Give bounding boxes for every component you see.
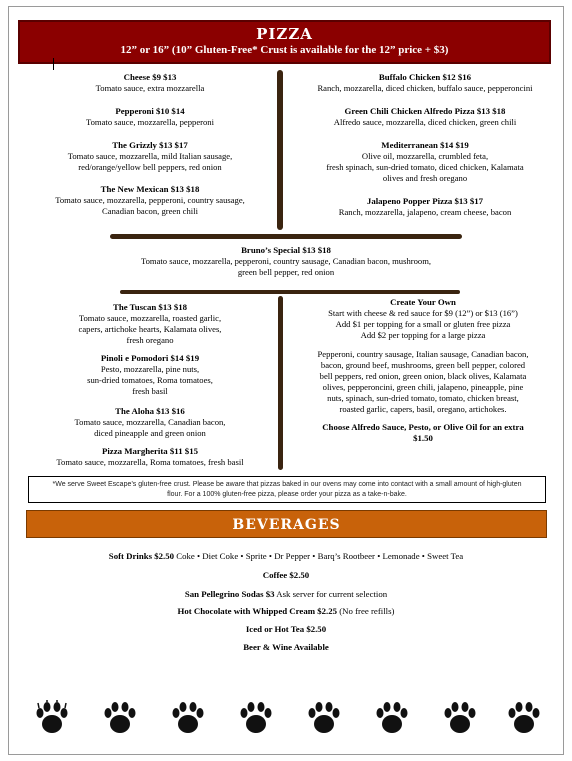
menu-item-grizzly: The Grizzly $13 $17 Tomato sauce, mozzarella, mild Italian sausage, red/orange/yellow bell peppers, red onion <box>67 140 233 172</box>
menu-item-margherita: Pizza Margherita $11 $15 Tomato sauce, mozzarella, Roma tomatoes, fresh basil <box>56 446 244 467</box>
beverage-tea: Iced or Hot Tea $2.50 <box>245 624 327 634</box>
menu-item-jalapeno-popper: Jalapeno Popper Pizza $13 $17 Ranch, mozzarella, jalapeno, cream cheese, bacon <box>338 196 512 217</box>
menu-item-aloha: The Aloha $13 $16 Tomato sauce, mozzarella, Canadian bacon, diced pineapple and green onion <box>74 406 226 438</box>
bear-paw-icon <box>102 700 138 736</box>
beverage-coffee: Coffee $2.50 <box>262 570 310 580</box>
bear-paw-icon <box>170 700 206 736</box>
menu-item-green-chili-alfredo: Green Chili Chicken Alfredo Pizza $13 $18 Alfredo sauce, mozzarella, diced chicken, green chili <box>333 106 517 127</box>
bear-paw-icon <box>442 700 478 736</box>
sauce-option: Choose Alfredo Sauce, Pesto, or Olive Oil for an extra <box>322 422 524 432</box>
menu-item-cheese: Cheese $9 $13 Tomato sauce, extra mozzarella <box>95 72 205 93</box>
beverage-san-pellegrino: San Pellegrino Sodas $3 Ask server for current selection <box>184 589 388 599</box>
bear-paw-icon <box>34 700 70 736</box>
menu-item-new-mexican: The New Mexican $13 $18 Tomato sauce, mozzarella, pepperoni, country sausage, Canadian bacon, green chili <box>55 184 245 216</box>
brush-stroke-vertical-bottom <box>278 296 283 470</box>
gluten-free-notice: *We serve Sweet Escape’s gluten-free crust. Please be aware that pizzas baked in our ovens may come into contact with a small amount of high-gluten flour. For a 100% gluten-free pizza, please order your pizza as a take-n-bake. <box>28 476 546 503</box>
bear-paw-icon <box>374 700 410 736</box>
bear-paw-icon <box>506 700 542 736</box>
menu-item-tuscan: The Tuscan $13 $18 Tomato sauce, mozzarella, roasted garlic, capers, artichoke hearts, Kalamata olives, fresh oregano <box>78 302 222 345</box>
pizza-subtitle: 12” or 16” (10” Gluten-Free* Crust is available for the 12” price + $3) <box>120 44 449 56</box>
bear-paw-icon <box>306 700 342 736</box>
menu-item-pepperoni: Pepperoni $10 $14 Tomato sauce, mozzarella, pepperoni <box>85 106 214 127</box>
brush-stroke-horizontal-lower <box>120 290 460 294</box>
brush-stroke-vertical-top <box>277 70 283 230</box>
menu-item-brunos-special: Bruno’s Special $13 $18 Tomato sauce, mozzarella, pepperoni, country sausage, Canadian bacon, mushroom, green bell pepper, red onion <box>140 245 432 277</box>
pizza-banner <box>18 20 551 64</box>
menu-item-mediterranean: Mediterranean $14 $19 Olive oil, mozzarella, crumbled feta, fresh spinach, sun-dried tomato, diced chicken, Kalamata olives and fresh oregano <box>326 140 524 183</box>
beverage-hot-chocolate: Hot Chocolate with Whipped Cream $2.25 (No free refills) <box>177 606 395 616</box>
brush-stroke-horizontal <box>110 234 462 239</box>
beverage-beer-wine: Beer & Wine Available <box>243 642 329 652</box>
menu-item-buffalo-chicken: Buffalo Chicken $12 $16 Ranch, mozzarella, diced chicken, buffalo sauce, pepperoncini <box>317 72 533 93</box>
menu-item-pinoli-pomodori: Pinoli e Pomodori $14 $19 Pesto, mozzarella, pine nuts, sun-dried tomatoes, Roma tomatoes, fresh basil <box>87 353 213 396</box>
beverage-soft-drinks: Soft Drinks $2.50 Coke • Diet Coke • Sprite • Dr Pepper • Barq’s Rootbeer • Lemonade • Sweet Tea <box>108 551 464 561</box>
beverages-banner <box>26 510 547 538</box>
pizza-title: PIZZA <box>256 25 313 43</box>
bear-paw-icon <box>238 700 274 736</box>
create-your-own: Create Your Own Start with cheese & red sauce for $9 (12”) or $13 (16”) Add $1 per topping for a small or gluten free pizza Add $2 per topping for a large pizza Pepperoni, country sausage, Italian sausage, Canadian bacon, bacon, ground beef, mushrooms, green bell pepper, colored bell peppers, red onion, green onion, black olives, Kalamata olives, pepperoncini, green chili, jalapeno, pineapple, pine nuts, spinach, sun-dried tomato, tomato, chicken breast, roasted garlic, capers, basil, oregano, artichokes. Choose Alfredo Sauce, Pesto, or Olive Oil for an extra $1.50 <box>296 297 550 444</box>
beverages-title: BEVERAGES <box>232 517 341 533</box>
create-title: Create Your Own <box>390 297 456 307</box>
paw-row <box>30 700 542 740</box>
text-cursor <box>53 58 54 70</box>
